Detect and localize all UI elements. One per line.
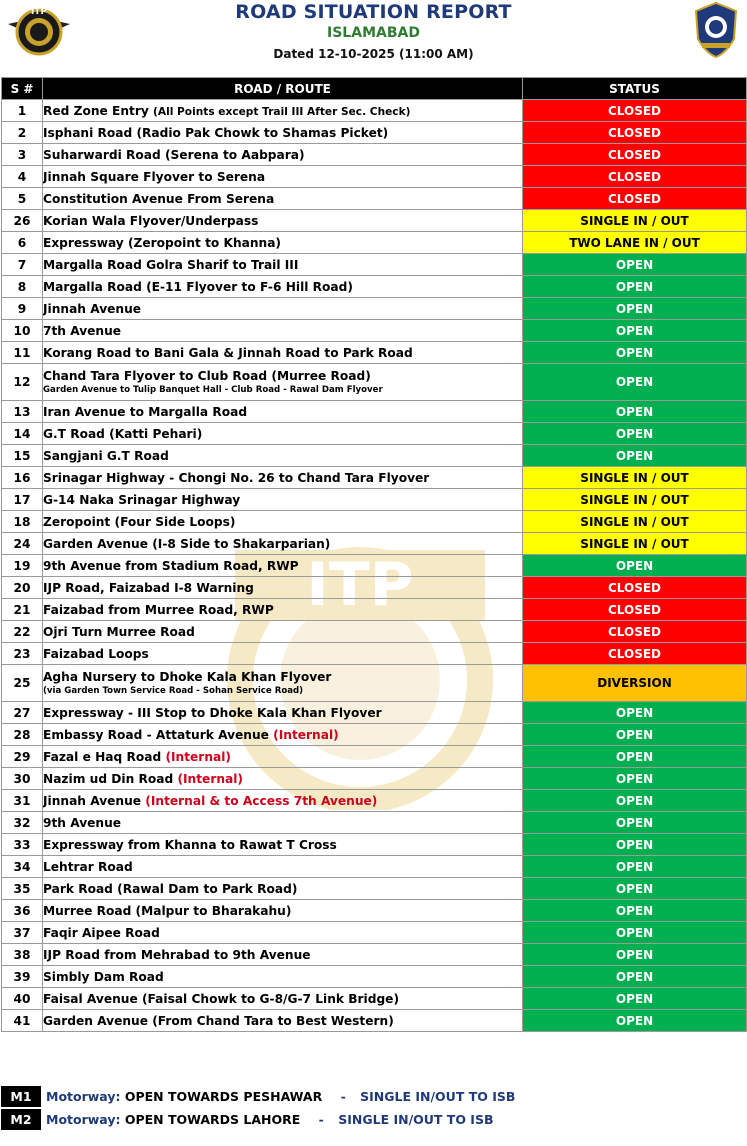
road-name: IJP Road from Mehrabad to 9th Avenue [43,947,311,962]
serial-number-cell: 31 [2,790,43,812]
serial-number-cell: 12 [2,364,43,401]
table-row [2,922,747,944]
road-cell [43,900,523,922]
road-cell [43,812,523,834]
serial-number-cell: 37 [2,922,43,944]
table-row [2,188,747,210]
road-name: G-14 Naka Srinagar Highway [43,492,241,507]
svg-text:ITP: ITP [306,550,414,620]
status-badge: SINGLE IN / OUT [523,210,747,232]
road-name: 9th Avenue from Stadium Road, RWP [43,558,299,573]
police-badge-icon [692,1,740,59]
serial-number-cell: 23 [2,643,43,665]
road-name: Sangjani G.T Road [43,448,169,463]
road-name: IJP Road, Faizabad I-8 Warning [43,580,254,595]
road-cell [43,342,523,364]
serial-number-cell: 18 [2,511,43,533]
serial-number-cell: 19 [2,555,43,577]
table-row [2,988,747,1010]
road-name: Lehtrar Road [43,859,133,874]
road-cell [43,944,523,966]
road-subtext: Garden Avenue to Tulip Banquet Hall - Club Road - Rawal Dam Flyover [43,385,383,395]
road-cell [43,966,523,988]
road-cell [43,790,523,812]
road-name: Jinnah Avenue [43,793,142,808]
road-name: 9th Avenue [43,815,122,830]
serial-number-cell: 5 [2,188,43,210]
road-cell [43,144,523,166]
road-name: Simbly Dam Road [43,969,164,984]
road-cell [43,232,523,254]
road-cell [43,166,523,188]
status-badge: CLOSED [523,599,747,621]
table-row [2,599,747,621]
road-name: Fazal e Haq Road [43,749,162,764]
road-cell [43,1010,523,1032]
motorway-label: Motorway: [46,1089,121,1104]
status-badge: SINGLE IN / OUT [523,467,747,489]
road-name: Suharwardi Road (Serena to Aabpara) [43,147,305,162]
serial-number-cell: 3 [2,144,43,166]
road-name: Agha Nursery to Dhoke Kala Khan Flyover [43,670,332,684]
table-row [2,144,747,166]
status-badge: OPEN [523,878,747,900]
road-name: Park Road (Rawal Dam to Park Road) [43,881,298,896]
report-header [0,0,747,72]
status-badge: OPEN [523,320,747,342]
road-cell [43,210,523,232]
report-city: ISLAMABAD [327,25,420,41]
table-row [2,254,747,276]
road-cell [43,577,523,599]
serial-number-cell: 7 [2,254,43,276]
road-cell [43,555,523,577]
table-row [2,298,747,320]
status-badge: OPEN [523,922,747,944]
status-badge: CLOSED [523,166,747,188]
status-badge: OPEN [523,944,747,966]
table-row [2,621,747,643]
table-row [2,724,747,746]
road-name: Jinnah Square Flyover to Serena [43,169,266,184]
road-internal-note: (Internal) [165,749,231,764]
road-cell [43,298,523,320]
serial-number-cell: 27 [2,702,43,724]
motorway-label: Motorway: [46,1112,121,1127]
road-name: Iran Avenue to Margalla Road [43,404,248,419]
table-row [2,900,747,922]
serial-number-cell: 28 [2,724,43,746]
road-cell [43,834,523,856]
serial-number-cell: 17 [2,489,43,511]
table-row [2,232,747,254]
road-name: Srinagar Highway - Chongi No. 26 to Chand Tara Flyover [43,470,430,485]
road-name: Faisal Avenue (Faisal Chowk to G-8/G-7 Link Bridge) [43,991,400,1006]
table-row [2,878,747,900]
motorway-separator: - [340,1089,346,1104]
table-row [2,944,747,966]
table-row [2,423,747,445]
road-name: Chand Tara Flyover to Club Road (Murree Road) [43,369,371,383]
report-date: Dated 12-10-2025 (11:00 AM) [273,47,474,61]
road-name: Constitution Avenue From Serena [43,191,275,206]
serial-number-cell: 2 [2,122,43,144]
motorway-row-m1 [0,1086,747,1107]
road-cell [43,878,523,900]
status-badge: SINGLE IN / OUT [523,533,747,555]
table-row [2,511,747,533]
road-cell [43,445,523,467]
status-badge: OPEN [523,834,747,856]
status-badge: OPEN [523,702,747,724]
road-name: Faqir Aipee Road [43,925,160,940]
serial-number-cell: 33 [2,834,43,856]
serial-number-cell: 26 [2,210,43,232]
column-header-road: ROAD / ROUTE [43,78,523,100]
serial-number-cell: 1 [2,100,43,122]
table-row [2,342,747,364]
motorway-badge: M2 [1,1109,41,1130]
table-row [2,320,747,342]
road-name: Isphani Road (Radio Pak Chowk to Shamas Picket) [43,125,389,140]
svg-text:ITP: ITP [30,7,48,17]
serial-number-cell: 11 [2,342,43,364]
road-name: Nazim ud Din Road [43,771,174,786]
road-internal-note: (Internal) [177,771,243,786]
serial-number-cell: 20 [2,577,43,599]
serial-number-cell: 24 [2,533,43,555]
status-badge: TWO LANE IN / OUT [523,232,747,254]
road-cell [43,511,523,533]
table-row [2,276,747,298]
status-badge: OPEN [523,812,747,834]
status-badge: OPEN [523,298,747,320]
serial-number-cell: 29 [2,746,43,768]
road-cell [43,621,523,643]
table-row [2,577,747,599]
report-title: ROAD SITUATION REPORT [235,1,512,23]
road-name: Jinnah Avenue [43,301,142,316]
status-badge: OPEN [523,790,747,812]
table-row [2,746,747,768]
status-badge: OPEN [523,724,747,746]
serial-number-cell: 14 [2,423,43,445]
road-name: Embassy Road - Attaturk Avenue [43,727,269,742]
road-name: G.T Road (Katti Pehari) [43,426,203,441]
status-badge: OPEN [523,423,747,445]
motorway-direction: OPEN TOWARDS PESHAWAR [124,1089,323,1104]
road-status-table [1,77,747,1032]
road-subtext: (via Garden Town Service Road - Sohan Service Road) [43,686,304,696]
road-name: Margalla Road Golra Sharif to Trail III [43,257,299,272]
table-row [2,467,747,489]
road-cell [43,100,523,122]
road-name: Expressway - III Stop to Dhoke Kala Khan Flyover [43,705,382,720]
serial-number-cell: 16 [2,467,43,489]
status-badge: OPEN [523,342,747,364]
serial-number-cell: 9 [2,298,43,320]
serial-number-cell: 22 [2,621,43,643]
motorway-note: SINGLE IN/OUT TO ISB [338,1112,494,1127]
motorway-note: SINGLE IN/OUT TO ISB [360,1089,516,1104]
status-badge: OPEN [523,768,747,790]
road-name: Murree Road (Malpur to Bharakahu) [43,903,292,918]
road-name: Ojri Turn Murree Road [43,624,195,639]
road-cell [43,988,523,1010]
road-name: Red Zone Entry [43,103,149,118]
table-row [2,790,747,812]
serial-number-cell: 25 [2,665,43,702]
road-internal-note: (Internal & to Access 7th Avenue) [145,793,378,808]
status-badge: SINGLE IN / OUT [523,489,747,511]
road-cell [43,724,523,746]
road-name: Korian Wala Flyover/Underpass [43,213,259,228]
road-cell [43,467,523,489]
serial-number-cell: 30 [2,768,43,790]
road-name: Faizabad Loops [43,646,149,661]
road-name: Garden Avenue (I-8 Side to Shakarparian) [43,536,331,551]
road-name: Garden Avenue (From Chand Tara to Best Western) [43,1013,394,1028]
serial-number-cell: 38 [2,944,43,966]
status-badge: OPEN [523,988,747,1010]
table-row [2,966,747,988]
column-header-sn: S # [2,78,43,100]
serial-number-cell: 10 [2,320,43,342]
status-badge: CLOSED [523,188,747,210]
table-row [2,834,747,856]
serial-number-cell: 21 [2,599,43,621]
road-cell [43,856,523,878]
serial-number-cell: 41 [2,1010,43,1032]
status-badge: OPEN [523,856,747,878]
serial-number-cell: 6 [2,232,43,254]
road-cell [43,746,523,768]
road-cell [43,599,523,621]
motorway-badge: M1 [1,1086,41,1107]
status-badge: OPEN [523,900,747,922]
road-internal-note: (Internal) [273,727,339,742]
status-badge: OPEN [523,1010,747,1032]
table-row [2,555,747,577]
table-row [2,856,747,878]
road-cell [43,768,523,790]
road-name: Zeropoint (Four Side Loops) [43,514,236,529]
road-cell [43,922,523,944]
table-row [2,768,747,790]
road-note: (All Points except Trail III After Sec. Check) [153,105,411,118]
road-cell [43,665,523,702]
road-cell [43,364,523,401]
table-header-row [2,78,747,100]
status-badge: SINGLE IN / OUT [523,511,747,533]
status-badge: CLOSED [523,122,747,144]
serial-number-cell: 36 [2,900,43,922]
road-cell [43,423,523,445]
serial-number-cell: 35 [2,878,43,900]
serial-number-cell: 34 [2,856,43,878]
status-badge: OPEN [523,966,747,988]
table-row [2,489,747,511]
status-badge: OPEN [523,445,747,467]
serial-number-cell: 4 [2,166,43,188]
table-row [2,812,747,834]
road-cell [43,276,523,298]
road-name: Expressway (Zeropoint to Khanna) [43,235,282,250]
table-row [2,445,747,467]
status-badge: CLOSED [523,621,747,643]
road-cell [43,489,523,511]
table-row [2,100,747,122]
road-name: 7th Avenue [43,323,122,338]
serial-number-cell: 39 [2,966,43,988]
road-name: Expressway from Khanna to Rawat T Cross [43,837,337,852]
road-cell [43,122,523,144]
motorway-direction: OPEN TOWARDS LAHORE [124,1112,301,1127]
road-cell [43,320,523,342]
table-row [2,665,747,702]
status-badge: OPEN [523,276,747,298]
road-cell [43,702,523,724]
table-row [2,166,747,188]
table-row [2,401,747,423]
serial-number-cell: 40 [2,988,43,1010]
serial-number-cell: 32 [2,812,43,834]
road-cell [43,533,523,555]
status-badge: DIVERSION [523,665,747,702]
status-badge: CLOSED [523,144,747,166]
column-header-status: STATUS [523,78,747,100]
motorway-separator: - [318,1112,324,1127]
road-name: Faizabad from Murree Road, RWP [43,602,274,617]
status-badge: CLOSED [523,100,747,122]
road-cell [43,643,523,665]
serial-number-cell: 8 [2,276,43,298]
road-cell [43,401,523,423]
status-badge: OPEN [523,555,747,577]
serial-number-cell: 15 [2,445,43,467]
table-row [2,364,747,401]
table-row [2,122,747,144]
table-row [2,702,747,724]
serial-number-cell: 13 [2,401,43,423]
status-badge: CLOSED [523,577,747,599]
road-cell [43,188,523,210]
road-name: Korang Road to Bani Gala & Jinnah Road to Park Road [43,345,413,360]
table-row [2,643,747,665]
table-row [2,533,747,555]
status-badge: OPEN [523,401,747,423]
status-badge: OPEN [523,746,747,768]
status-badge: OPEN [523,364,747,401]
table-row [2,210,747,232]
road-cell [43,254,523,276]
table-row [2,1010,747,1032]
road-name: Margalla Road (E-11 Flyover to F-6 Hill Road) [43,279,353,294]
status-badge: CLOSED [523,643,747,665]
status-badge: OPEN [523,254,747,276]
motorway-row-m2 [0,1109,747,1130]
